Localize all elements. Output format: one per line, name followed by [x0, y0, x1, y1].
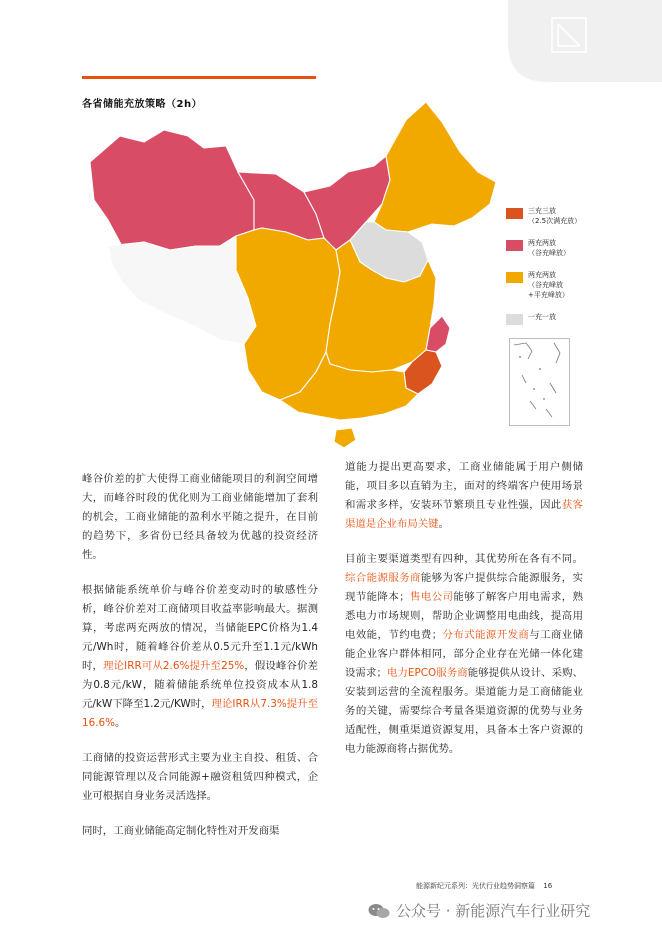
highlight-irr-2: 理论IRR从7.3%提升至16.6%	[82, 698, 318, 729]
page-footer	[416, 881, 552, 891]
region-tibet	[108, 236, 256, 344]
china-storage-map	[86, 100, 506, 452]
right-paragraph-1: 道能力提出更高要求，工商业储能属于用户侧储能，项目多以直销为主，面对的终端客户使用场景和需求多样，安装环节繁琐且专业性强，因此获客渠道是企业布局关键。	[345, 461, 584, 530]
legend-swatch	[506, 314, 523, 325]
left-paragraph-1: 峰谷价差的扩大使得工商业储能项目的利润空间增大，而峰谷时段的优化则为工商业储能增加了套利的机会，工商业储能的盈利水平随之提升，在目前的趋势下，多省份已经具备较为优越的投资经济性。	[82, 473, 318, 561]
highlight-power-sales: 售电公司	[409, 591, 454, 603]
region-hainan	[334, 428, 356, 448]
map-title: 各省储能充放策略（2h）	[82, 99, 203, 110]
left-paragraph-2: 根据储能系统单价与峰谷价差变动时的敏感性分析，峰谷价差对工商储项目收益率影响最大。据测算，考虑两充两放的情况，当储能EPC价格为1.4元/Wh时，随着峰谷价差从0.5元升至1.1元/kWh时，理论IRR可从2.6%提升至25%，假设峰谷价差为0.8元/kW，随着储能系统单位投资成本从1.8元/kW下降至1.2元/KW时，理论IRR从7.3%提升至16.6%。	[82, 584, 319, 729]
highlight-epco: 电力EPCO服务商	[386, 667, 468, 679]
report-frame-icon	[508, 0, 662, 82]
south-sea-inset	[509, 338, 570, 426]
series-title: 能源新纪元系列：光伏行业趋势洞察篇	[416, 882, 535, 890]
legend-swatch	[506, 272, 523, 283]
highlight-irr-1: 理论IRR可从2.6%提升至25%	[103, 660, 245, 672]
left-column	[82, 470, 318, 841]
highlight-channel: 获客渠道是企业布局关键	[345, 499, 584, 530]
legend-swatch	[506, 240, 523, 251]
page-number: 16	[543, 882, 553, 890]
legend-item: 两充两放 （谷充峰放）	[504, 238, 624, 258]
highlight-developer: 分布式能源开发商	[442, 629, 530, 641]
right-paragraph-2: 目前主要渠道类型有四种，其优势所在各有不同。综合能源服务商能够为客户提供综合能源服务，实现节能降本；售电公司能够了解客户用电需求，熟悉电力市场规则，帮助企业调整用电曲线，提高用电效能，节约电费；分布式能源开发商与工商业储能企业客户群体相同，部分企业存在光储一体化建设需求；电力EPCO服务商能够提供从设计、采购、安装到运营的全流程服务。渠道能力是工商储能业务的关键，需要综合考量各渠道资源的优势与业务适配性，侧重渠道资源复用，具备本土客户资源的电力能源商将占据优势。	[345, 553, 584, 755]
legend-item: 三充三放 （2.5次满充放）	[504, 206, 624, 226]
highlight-energy-service: 综合能源服务商	[345, 572, 421, 584]
region-xinjiang	[90, 130, 254, 250]
legend-item: 一充一放	[504, 312, 624, 322]
watermark: 公众号 · 新能源汽车行业研究	[368, 900, 590, 921]
legend-item: 两充两放 （谷充峰放 +平充峰放）	[504, 270, 624, 300]
region-northeast	[374, 102, 496, 232]
right-column	[345, 458, 583, 759]
wechat-icon	[368, 903, 390, 919]
left-paragraph-4: 同时，工商业储能高定制化特性对开发商渠	[82, 825, 280, 837]
map-legend	[504, 206, 624, 322]
title-rule	[82, 76, 316, 79]
legend-swatch	[506, 208, 523, 219]
left-paragraph-3: 工商储的投资运营形式主要为业主自投、租赁、合同能源管理以及合同能源+融资租赁四种模式，企业可根据自身业务灵活选择。	[82, 752, 318, 802]
